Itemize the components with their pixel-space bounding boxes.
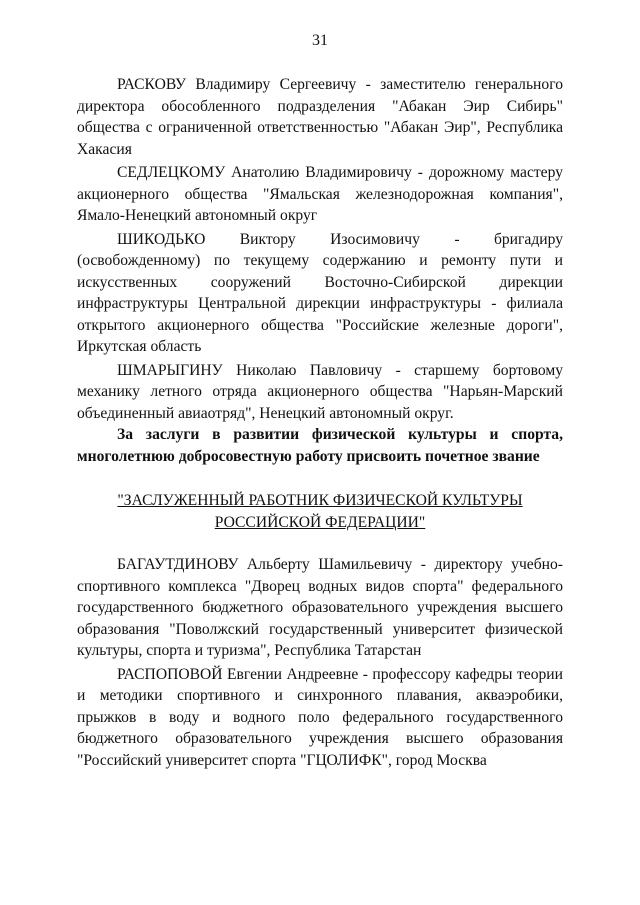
award-entry-bagautdinov: БАГАУТДИНОВУ Альберту Шамильевичу - директору учебно-спортивного комплекса "Дворец водных видов спорта" федерального государственного бюджетного образовательного учреждения высшего образования "Поволжский государственный университет физической культуры, спорта и туризма", Республика Татарстан <box>77 556 563 659</box>
page-number: 31 <box>312 32 328 49</box>
award-entry-shmarygin: ШМАРЫГИНУ Николаю Павловичу - старшему бортовому механику летного отряда акционерного общества "Нарьян-Марский объединенный авиаотряд", Ненецкий автономный округ. <box>77 361 563 422</box>
award-list-part2 <box>77 554 563 773</box>
honorary-title <box>77 490 563 534</box>
section-heading-block <box>77 424 563 467</box>
award-entry-raspopova: РАСПОПОВОЙ Евгении Андреевне - профессору кафедры теории и методики спортивного и синхронного плавания, акваэробики, прыжков в воду и водного поло федерального государственного бюджетного образовательного учреждения высшего образования "Российский университет спорта "ГЦОЛИФК", город Москва <box>77 665 563 769</box>
award-entry-shikodko: ШИКОДЬКО Виктору Изосимовичу - бригадиру (освобожденному) по текущему содержанию и ремонту пути и искусственных сооружений Восточно-Сибирской дирекции инфраструктуры Центральной дирекции инфраструктуры - филиала открытого акционерного общества "Российские железные дороги", Иркутская область <box>77 230 563 355</box>
honorary-title-line1: "ЗАСЛУЖЕННЫЙ РАБОТНИК ФИЗИЧЕСКОЙ КУЛЬТУРЫ <box>117 492 523 509</box>
award-entry-sedletsky: СЕДЛЕЦКОМУ Анатолию Владимировичу - дорожному мастеру акционерного общества "Ямальская железнодорожная компания", Ямало-Ненецкий автономный округ <box>77 164 563 224</box>
award-entry-raskov: РАСКОВУ Владимиру Сергеевичу - заместителю генерального директора обособленного подразделения "Абакан Эир Сибирь" общества с ограниченной ответственностью "Абакан Эир", Республика Хакасия <box>77 76 563 158</box>
section-heading: За заслуги в развитии физической культуры и спорта, многолетнюю добросовестную работу присвоить почетное звание <box>77 426 563 465</box>
award-list-part1 <box>77 74 563 426</box>
honorary-title-line2: РОССИЙСКОЙ ФЕДЕРАЦИИ" <box>214 514 426 531</box>
